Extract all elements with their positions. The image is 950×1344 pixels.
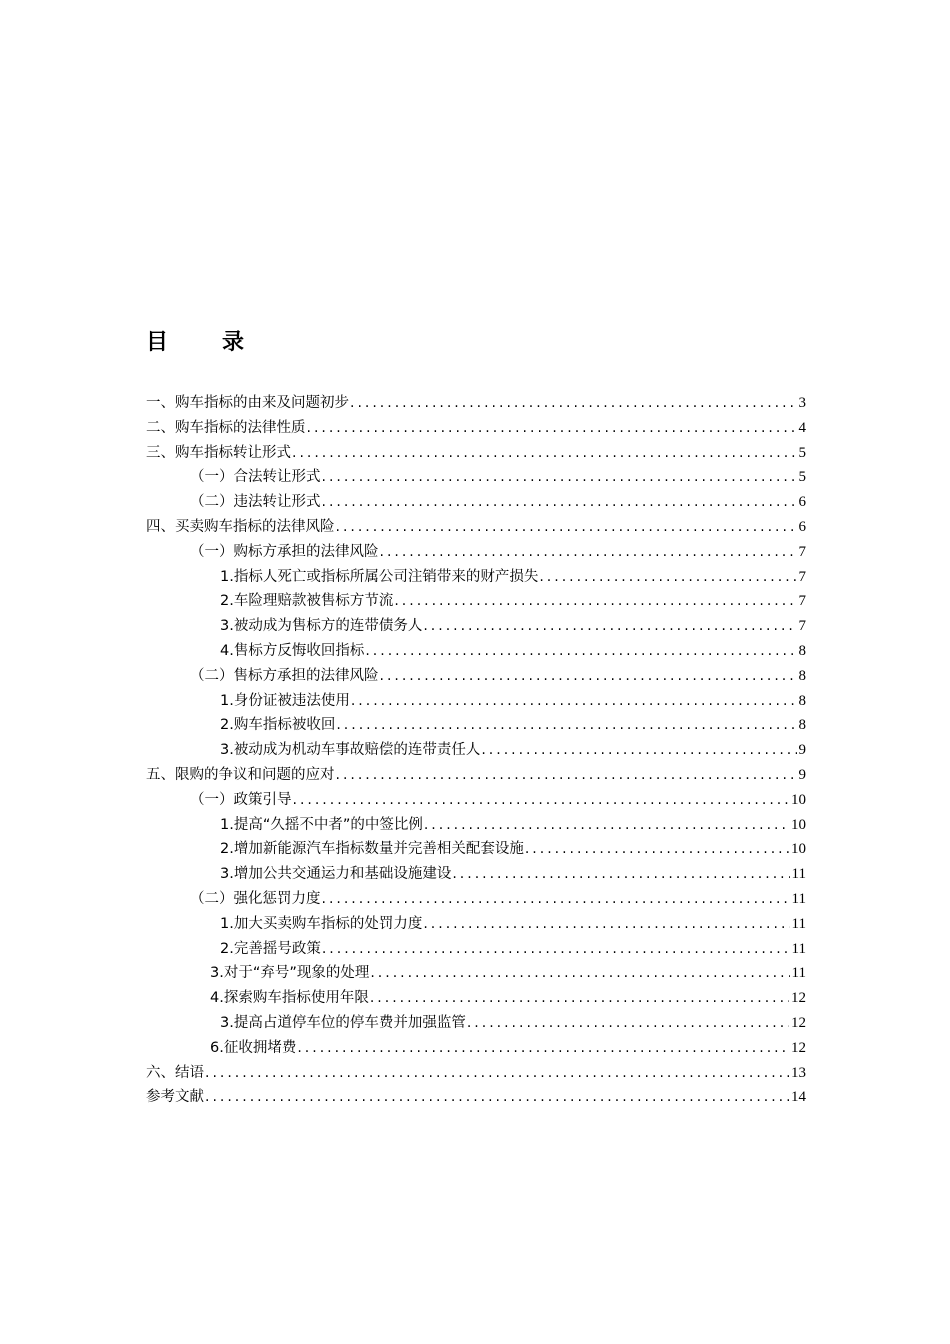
toc-entry[interactable] xyxy=(146,961,806,986)
toc-entry-text: 2.完善摇号政策 xyxy=(220,940,321,957)
toc-entry-text: 3.对于“弃号”现象的处理 xyxy=(210,965,370,982)
toc-page-number: 7 xyxy=(798,593,806,610)
toc-page-number: 5 xyxy=(798,444,806,461)
toc-dot-leader xyxy=(307,416,797,441)
toc-dot-leader xyxy=(322,887,790,912)
toc-page-number: 10 xyxy=(791,791,806,808)
toc-entry[interactable] xyxy=(146,862,806,887)
toc-entry[interactable] xyxy=(146,713,806,738)
toc-page-number: 8 xyxy=(798,642,806,659)
toc-page-number: 10 xyxy=(791,841,806,858)
toc-dot-leader xyxy=(423,614,796,639)
toc-page-number: 11 xyxy=(791,940,806,957)
toc-entry[interactable] xyxy=(146,763,806,788)
toc-entry[interactable] xyxy=(146,515,806,540)
toc-dot-leader xyxy=(350,391,797,416)
toc-entry[interactable] xyxy=(146,912,806,937)
toc-entry[interactable] xyxy=(146,565,806,590)
toc-dot-leader xyxy=(452,862,789,887)
toc-dot-leader xyxy=(351,689,797,714)
toc-page-number: 4 xyxy=(798,419,806,436)
toc-page-number: 12 xyxy=(791,1014,806,1031)
toc-page-number: 7 xyxy=(798,568,806,585)
toc-page-number: 10 xyxy=(791,816,806,833)
toc-entry[interactable] xyxy=(146,1085,806,1110)
toc-dot-leader xyxy=(481,738,796,763)
toc-entry-text: 五、限购的争议和问题的应对 xyxy=(146,766,335,783)
toc-entry-text: 一、购车指标的由来及问题初步 xyxy=(146,395,349,411)
toc-entry-text: 3.被动成为机动车事故赔偿的连带责任人 xyxy=(220,742,481,759)
toc-entry-text: 参考文献 xyxy=(146,1089,204,1106)
toc-entry-text: 3.被动成为售标方的连带债务人 xyxy=(220,618,423,635)
toc-page-number: 8 xyxy=(798,692,806,709)
toc-entry[interactable] xyxy=(146,887,806,912)
toc-page-number: 7 xyxy=(798,618,806,635)
toc-entry[interactable] xyxy=(146,416,806,441)
toc-dot-leader xyxy=(336,713,796,738)
toc-entry-text: （一）合法转让形式 xyxy=(190,469,321,486)
toc-entry[interactable] xyxy=(146,391,806,416)
toc-entry-text: 1.身份证被违法使用 xyxy=(220,692,350,709)
toc-dot-leader xyxy=(370,961,789,986)
toc-dot-leader xyxy=(394,589,796,614)
toc-entry-text: 3.提高占道停车位的停车费并加强监管 xyxy=(220,1014,466,1031)
toc-entry-text: 四、买卖购车指标的法律风险 xyxy=(146,518,335,535)
toc-page-number: 9 xyxy=(798,766,806,783)
toc-dot-leader xyxy=(293,788,790,813)
toc-dot-leader xyxy=(205,1061,789,1086)
toc-page-number: 11 xyxy=(791,965,806,982)
toc-page-number: 8 xyxy=(798,717,806,734)
toc-page-number: 12 xyxy=(791,1039,806,1056)
toc-dot-leader xyxy=(336,763,797,788)
toc-dot-leader xyxy=(322,490,797,515)
toc-entry[interactable] xyxy=(146,986,806,1011)
toc-dot-leader xyxy=(322,937,790,962)
toc-page-number: 3 xyxy=(798,395,806,411)
toc-entry-text: 1.提高“久摇不中者”的中签比例 xyxy=(220,816,423,833)
toc-entry-text: 二、购车指标的法律性质 xyxy=(146,419,306,436)
toc-entry-text: 1.加大买卖购车指标的处罚力度 xyxy=(220,915,423,932)
toc-entry[interactable] xyxy=(146,837,806,862)
toc-entry[interactable] xyxy=(146,664,806,689)
toc-title: 目 录 xyxy=(146,330,261,355)
toc-page-number: 8 xyxy=(798,667,806,684)
toc-page-number: 7 xyxy=(798,543,806,560)
toc-dot-leader xyxy=(467,1011,789,1036)
toc-page-number: 11 xyxy=(791,890,806,907)
toc-dot-leader xyxy=(380,664,797,689)
toc-entry-text: 4.探索购车指标使用年限 xyxy=(210,990,369,1007)
toc-entry-text: 3.增加公共交通运力和基础设施建设 xyxy=(220,866,452,883)
toc-page-number: 14 xyxy=(791,1089,806,1106)
toc-entry-text: 2.车险理赔款被售标方节流 xyxy=(220,593,394,610)
toc-entry-text: （一）购标方承担的法律风险 xyxy=(190,543,379,560)
toc-dot-leader xyxy=(322,465,797,490)
toc-dot-leader xyxy=(205,1085,789,1110)
toc-entry[interactable] xyxy=(146,639,806,664)
toc-entry[interactable] xyxy=(146,490,806,515)
toc-entry-text: 六、结语 xyxy=(146,1064,204,1081)
toc-entry[interactable] xyxy=(146,813,806,838)
toc-dot-leader xyxy=(539,565,796,590)
toc-entry[interactable] xyxy=(146,540,806,565)
toc-entry[interactable] xyxy=(146,465,806,490)
toc-dot-leader xyxy=(292,441,797,466)
toc-entry[interactable] xyxy=(146,689,806,714)
toc-page-number: 11 xyxy=(791,866,806,883)
toc-entry-text: （二）售标方承担的法律风险 xyxy=(190,667,379,684)
toc-entry-text: 2.购车指标被收回 xyxy=(220,717,336,734)
toc-dot-leader xyxy=(365,639,796,664)
toc-page-number: 6 xyxy=(798,494,806,511)
toc-entry[interactable] xyxy=(146,1036,806,1061)
toc-entry[interactable] xyxy=(146,1061,806,1086)
toc-dot-leader xyxy=(525,837,789,862)
toc-entry[interactable] xyxy=(146,589,806,614)
toc-page-number: 13 xyxy=(791,1064,806,1081)
toc-entry-text: （二）违法转让形式 xyxy=(190,494,321,511)
toc-dot-leader xyxy=(380,540,797,565)
toc-page-number: 9 xyxy=(798,742,806,759)
toc-entry[interactable] xyxy=(146,738,806,763)
toc-entry[interactable] xyxy=(146,441,806,466)
toc-dot-leader xyxy=(424,813,789,838)
toc-page-number: 5 xyxy=(798,469,806,486)
toc-dot-leader xyxy=(423,912,789,937)
toc-page-number: 6 xyxy=(798,518,806,535)
toc-entry[interactable] xyxy=(146,1011,806,1036)
toc-page-number: 11 xyxy=(791,915,806,932)
toc-page-number: 12 xyxy=(791,990,806,1007)
toc-entry-text: 6.征收拥堵费 xyxy=(210,1039,297,1056)
toc-dot-leader xyxy=(370,986,789,1011)
toc-entry-text: 2.增加新能源汽车指标数量并完善相关配套设施 xyxy=(220,841,524,858)
toc-entry[interactable] xyxy=(146,788,806,813)
toc-entry[interactable] xyxy=(146,614,806,639)
toc-dot-leader xyxy=(297,1036,789,1061)
toc-entry-text: 1.指标人死亡或指标所属公司注销带来的财产损失 xyxy=(220,568,539,585)
toc-entry-text: 4.售标方反悔收回指标 xyxy=(220,642,365,659)
table-of-contents xyxy=(146,391,806,1110)
toc-entry-text: 三、购车指标转让形式 xyxy=(146,444,291,461)
toc-entry[interactable] xyxy=(146,937,806,962)
toc-entry-text: （一）政策引导 xyxy=(190,791,292,808)
toc-dot-leader xyxy=(336,515,797,540)
toc-entry-text: （二）强化惩罚力度 xyxy=(190,890,321,907)
